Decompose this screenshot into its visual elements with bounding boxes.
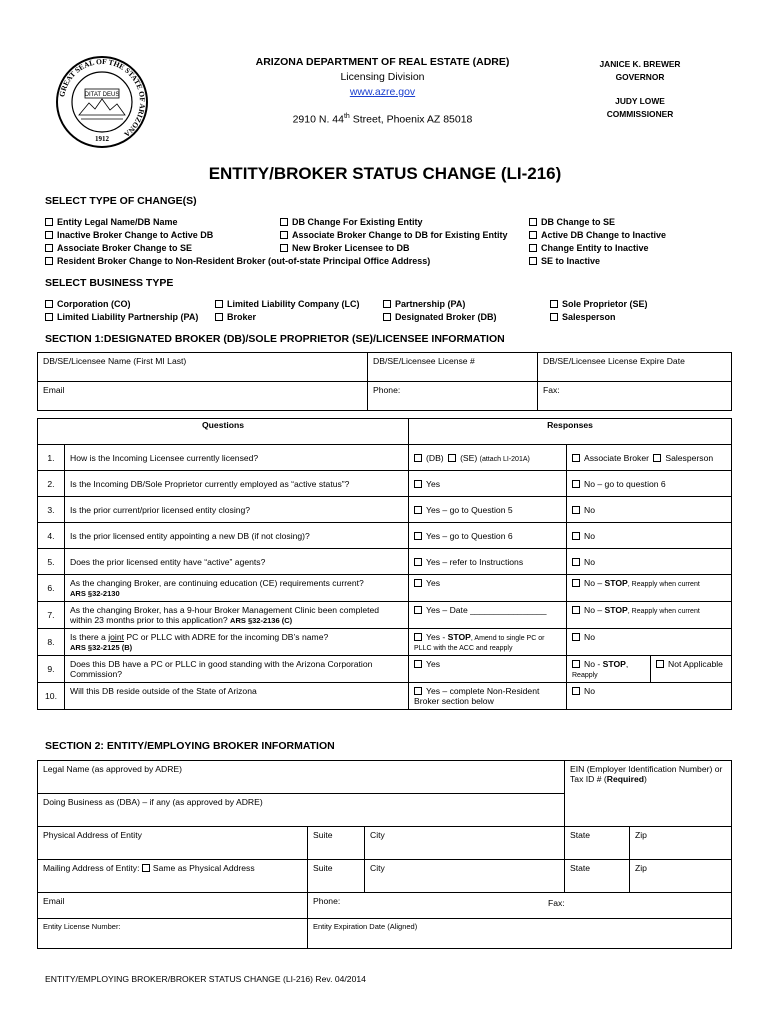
license-number-field[interactable]: DB/SE/Licensee License # [368, 353, 538, 382]
checkbox[interactable] [414, 687, 422, 695]
division-name: Licensing Division [340, 71, 425, 83]
checkbox[interactable] [414, 532, 422, 540]
change-option[interactable]: Change Entity to Inactive [529, 242, 666, 255]
checkbox[interactable] [572, 454, 580, 462]
checkbox[interactable] [45, 244, 53, 252]
change-option[interactable]: SE to Inactive [529, 255, 666, 268]
mailing-suite-field[interactable]: Suite [308, 860, 365, 893]
ein-field[interactable]: EIN (Employer Identification Number) or Tax ID # (Required) [565, 761, 732, 827]
svg-text:GREAT SEAL OF THE STATE OF ARI: GREAT SEAL OF THE STATE OF ARIZONA [57, 56, 148, 139]
change-option[interactable]: New Broker Licensee to DB [280, 242, 508, 255]
checkbox[interactable] [414, 606, 422, 614]
entity-email-field[interactable]: Email [38, 893, 308, 919]
change-option[interactable]: Entity Legal Name/DB Name [45, 216, 430, 229]
svg-text:1912: 1912 [95, 135, 109, 143]
change-option[interactable]: Inactive Broker Change to Active DB [45, 229, 430, 242]
business-option[interactable]: Corporation (CO) [45, 298, 198, 311]
table-row: 5. Does the prior licensed entity have “active” agents? Yes – refer to Instructions No [38, 549, 732, 575]
checkbox[interactable] [529, 218, 537, 226]
checkbox[interactable] [215, 300, 223, 308]
checkbox[interactable] [572, 558, 580, 566]
governor-title: GOVERNOR [615, 72, 665, 82]
footer-text: ENTITY/EMPLOYING BROKER/BROKER STATUS CHANGE (LI-216) Rev. 04/2014 [45, 974, 366, 984]
checkbox[interactable] [45, 231, 53, 239]
business-option[interactable]: Limited Liability Partnership (PA) [45, 311, 198, 324]
checkbox[interactable] [45, 300, 53, 308]
change-option[interactable]: Associate Broker Change to SE [45, 242, 430, 255]
checkbox[interactable] [550, 300, 558, 308]
dba-field[interactable]: Doing Business as (DBA) – if any (as approved by ADRE) [38, 794, 565, 827]
checkbox[interactable] [215, 313, 223, 321]
entity-fax-field[interactable]: Fax: [548, 898, 565, 908]
website-link[interactable]: www.azre.gov [349, 86, 416, 98]
form-title: ENTITY/BROKER STATUS CHANGE (LI-216) [208, 164, 562, 183]
licensee-name-field[interactable]: DB/SE/Licensee Name (First MI Last) [38, 353, 368, 382]
agency-address: 2910 N. 44th Street, Phoenix AZ 85018 [292, 113, 473, 126]
checkbox[interactable] [656, 660, 664, 668]
business-option[interactable]: Designated Broker (DB) [383, 311, 497, 324]
checkbox[interactable] [529, 231, 537, 239]
checkbox[interactable] [414, 579, 422, 587]
licensee-phone-field[interactable]: Phone: [368, 382, 538, 411]
table-row: 8. Is there a joint PC or PLLC with ADRE for the incoming DB’s name? ARS §32-2125 (B) Yes - STOP, Amend to single PC or PLLC with the ACC and reapply No [38, 629, 732, 656]
change-types-heading: SELECT TYPE OF CHANGE(S) [45, 195, 197, 207]
checkbox[interactable] [572, 606, 580, 614]
checkbox[interactable] [414, 454, 422, 462]
business-option[interactable]: Salesperson [550, 311, 648, 324]
responses-column-header: Responses [409, 419, 732, 445]
section2-table [37, 760, 732, 949]
commissioner-title: COMMISSIONER [606, 109, 674, 119]
checkbox[interactable] [572, 660, 580, 668]
business-option[interactable]: Partnership (PA) [383, 298, 497, 311]
entity-license-number-field[interactable]: Entity License Number: [38, 919, 308, 949]
svg-text:DITAT DEUS: DITAT DEUS [84, 92, 120, 98]
change-option[interactable]: Resident Broker Change to Non-Resident Broker (out-of-state Principal Office Address) [45, 255, 430, 268]
business-option[interactable]: Limited Liability Company (LC) [215, 298, 360, 311]
questions-column-header: Questions [38, 419, 409, 445]
table-row: 6. As the changing Broker, are continuing education (CE) requirements current? ARS §32-2130 Yes No – STOP, Reapply when current [38, 575, 732, 602]
zip-field[interactable]: Zip [635, 830, 647, 840]
checkbox[interactable] [550, 313, 558, 321]
checkbox[interactable] [45, 257, 53, 265]
change-option[interactable]: DB Change to SE [529, 216, 666, 229]
table-row: 2. Is the Incoming DB/Sole Proprietor currently employed as “active status”? Yes No – go to question 6 [38, 471, 732, 497]
checkbox[interactable] [572, 480, 580, 488]
section1-heading: SECTION 1:DESIGNATED BROKER (DB)/SOLE PROPRIETOR (SE)/LICENSEE INFORMATION [45, 333, 505, 345]
state-seal [55, 55, 149, 149]
license-expire-field[interactable]: DB/SE/Licensee License Expire Date [538, 353, 732, 382]
suite-field[interactable]: Suite [308, 827, 365, 860]
table-row: 7. As the changing Broker, has a 9-hour Broker Management Clinic been completed within 23 months prior to this application? ARS §32-2136 (C) Yes – Date ________________ No – STOP, Reapply when current [38, 602, 732, 629]
checkbox[interactable] [572, 532, 580, 540]
table-row: 9. Does this DB have a PC or PLLC in good standing with the Arizona Corporation Commission? Yes No - STOP, Reapply Not Applicable [38, 656, 732, 683]
questions-table [37, 418, 732, 710]
checkbox[interactable] [414, 660, 422, 668]
licensee-email-field[interactable]: Email [38, 382, 368, 411]
section2-heading: SECTION 2: ENTITY/EMPLOYING BROKER INFORMATION [45, 740, 335, 752]
change-option[interactable]: DB Change For Existing Entity [280, 216, 508, 229]
checkbox[interactable] [448, 454, 456, 462]
checkbox[interactable] [529, 257, 537, 265]
governor-name: JANICE K. BREWER [599, 59, 681, 69]
table-row: 3. Is the prior current/prior licensed entity closing? Yes – go to Question 5 No [38, 497, 732, 523]
checkbox[interactable] [280, 231, 288, 239]
table-row: 4. Is the prior licensed entity appointing a new DB (if not closing)? Yes – go to Question 6 No [38, 523, 732, 549]
entity-phone-field[interactable]: Phone: [308, 893, 565, 919]
checkbox[interactable] [529, 244, 537, 252]
mailing-zip-field[interactable]: Zip [635, 863, 647, 873]
checkbox[interactable] [383, 300, 391, 308]
agency-name: ARIZONA DEPARTMENT OF REAL ESTATE (ADRE) [255, 56, 510, 68]
table-row: 1. How is the Incoming Licensee currently licensed? (DB) (SE) (attach LI-201A) Associate Broker Salesperson [38, 445, 732, 471]
state-field[interactable]: State [565, 827, 630, 859]
mailing-state-field[interactable]: State [565, 860, 630, 892]
business-type-heading: SELECT BUSINESS TYPE [45, 277, 174, 289]
legal-name-field[interactable]: Legal Name (as approved by ADRE) [38, 761, 565, 794]
same-as-physical-checkbox[interactable] [142, 864, 150, 872]
checkbox[interactable] [45, 313, 53, 321]
checkbox[interactable] [414, 558, 422, 566]
checkbox[interactable] [414, 480, 422, 488]
mailing-city-field[interactable]: City [365, 860, 565, 893]
city-field[interactable]: City [365, 827, 565, 860]
section1-table [37, 352, 732, 411]
table-row: 10. Will this DB reside outside of the State of Arizona Yes – complete Non-Resident Broker section below No [38, 683, 732, 710]
physical-address-field[interactable]: Physical Address of Entity [38, 827, 308, 860]
commissioner-name: JUDY LOWE [615, 96, 665, 106]
checkbox[interactable] [414, 633, 422, 641]
checkbox[interactable] [280, 244, 288, 252]
change-option[interactable]: Associate Broker Change to DB for Existing Entity [280, 229, 508, 242]
checkbox[interactable] [572, 579, 580, 587]
checkbox[interactable] [414, 506, 422, 514]
checkbox[interactable] [572, 687, 580, 695]
mailing-address-field[interactable]: Mailing Address of Entity: Same as Physical Address [38, 860, 308, 893]
checkbox[interactable] [45, 218, 53, 226]
business-option[interactable]: Broker [215, 311, 360, 324]
checkbox[interactable] [653, 454, 661, 462]
checkbox[interactable] [572, 633, 580, 641]
change-option[interactable]: Active DB Change to Inactive [529, 229, 666, 242]
checkbox[interactable] [383, 313, 391, 321]
business-option[interactable]: Sole Proprietor (SE) [550, 298, 648, 311]
entity-expiration-field[interactable]: Entity Expiration Date (Aligned) [308, 919, 465, 949]
checkbox[interactable] [280, 218, 288, 226]
licensee-fax-field[interactable]: Fax: [538, 382, 732, 411]
checkbox[interactable] [572, 506, 580, 514]
